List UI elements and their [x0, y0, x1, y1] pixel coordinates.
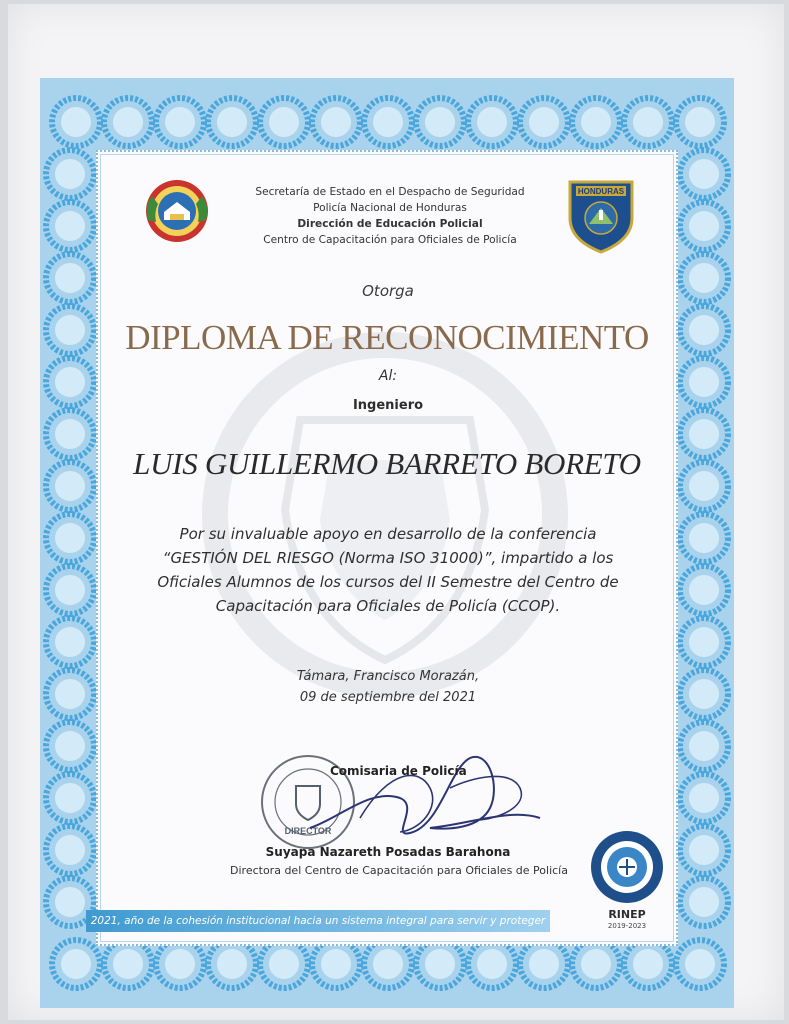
scallop-ring — [46, 202, 94, 250]
scallop-ring — [46, 410, 94, 458]
scallop-ring — [572, 940, 620, 988]
signatory-name: Suyapa Nazareth Posadas Barahona — [265, 845, 511, 859]
diploma-title: DIPLOMA DE RECONOCIMIENTO — [125, 318, 649, 357]
header-line-1: Secretaría de Estado en el Despacho de Seguridad — [255, 186, 525, 198]
scallop-ring — [46, 514, 94, 562]
scallop-ring — [680, 150, 728, 198]
scallop-ring — [156, 940, 204, 988]
scallop-ring — [312, 940, 360, 988]
institution-header — [210, 184, 570, 248]
scallop-ring — [46, 150, 94, 198]
recipient-name: LUIS GUILLERMO BARRETO BORETO — [133, 446, 641, 481]
scallop-ring — [624, 98, 672, 146]
scallop-ring — [680, 878, 728, 926]
scallop-ring — [208, 940, 256, 988]
scallop-ring — [46, 462, 94, 510]
scallop-ring — [208, 98, 256, 146]
scallop-ring — [680, 566, 728, 614]
scallop-ring — [680, 618, 728, 666]
scallop-ring — [676, 98, 724, 146]
scallop-ring — [364, 98, 412, 146]
scallop-ring — [676, 940, 724, 988]
body-line-2: “GESTIÓN DEL RIESGO (Norma ISO 31000)”, impartido a los — [162, 549, 614, 567]
scallop-ring — [680, 462, 728, 510]
scallop-ring — [416, 98, 464, 146]
place-date: 09 de septiembre del 2021 — [299, 690, 477, 705]
accreditation-seal-icon — [588, 828, 666, 906]
seal-text: DIRECTOR — [284, 826, 332, 836]
watermark-emblem — [200, 330, 570, 700]
motto-banner: 2021, año de la cohesión institucional hacia un sistema integral para servir y proteger — [86, 910, 550, 932]
scallop-ring — [624, 940, 672, 988]
scallop-ring — [680, 410, 728, 458]
scallop-ring — [572, 98, 620, 146]
scallop-ring — [104, 940, 152, 988]
header-line-4: Centro de Capacitación para Oficiales de Policía — [263, 234, 517, 246]
scallop-ring — [52, 940, 100, 988]
header-line-2: Policía Nacional de Honduras — [313, 202, 467, 214]
scallop-ring — [520, 98, 568, 146]
grant-word: Otorga — [362, 282, 414, 300]
scallop-ring — [416, 940, 464, 988]
recognition-text — [110, 522, 666, 618]
scallop-ring — [364, 940, 412, 988]
signatory-title: Comisaria de Policía — [330, 764, 467, 778]
scallop-ring — [260, 940, 308, 988]
signatory-role: Directora del Centro de Capacitación para Oficiales de Policía — [230, 864, 568, 877]
handwritten-signature — [300, 748, 560, 848]
scallop-ring — [468, 940, 516, 988]
scallop-ring — [104, 98, 152, 146]
scallop-ring — [46, 306, 94, 354]
scallop-ring — [680, 722, 728, 770]
scallop-ring — [680, 514, 728, 562]
scallop-ring — [468, 98, 516, 146]
body-line-4: Capacitación para Oficiales de Policía (CCOP). — [215, 597, 561, 615]
scallop-ring — [46, 566, 94, 614]
honduras-police-badge-icon — [566, 178, 636, 254]
scallop-ring — [680, 306, 728, 354]
body-line-3: Oficiales Alumnos de los cursos del II Semestre del Centro de — [157, 573, 619, 591]
body-line-1: Por su invaluable apoyo en desarrollo de la conferencia — [179, 525, 597, 543]
place-and-date — [0, 666, 776, 708]
scallop-ring — [312, 98, 360, 146]
scallop-ring — [260, 98, 308, 146]
scallop-ring — [46, 722, 94, 770]
dep-crest-icon — [142, 176, 212, 246]
scallop-ring — [46, 774, 94, 822]
header-line-3: Dirección de Educación Policial — [297, 218, 483, 230]
recipient-rank: Ingeniero — [352, 398, 424, 413]
scallop-ring — [46, 618, 94, 666]
accreditation-years: 2019-2023 — [607, 922, 647, 930]
scallop-ring — [52, 98, 100, 146]
scallop-ring — [680, 202, 728, 250]
scallop-ring — [680, 774, 728, 822]
accreditation-label: RINEP — [608, 908, 646, 921]
place-city: Támara, Francisco Morazán, — [296, 669, 480, 684]
scallop-ring — [520, 940, 568, 988]
to-word: Al: — [378, 368, 398, 384]
scallop-ring — [156, 98, 204, 146]
badge-text: HONDURAS — [577, 187, 625, 196]
